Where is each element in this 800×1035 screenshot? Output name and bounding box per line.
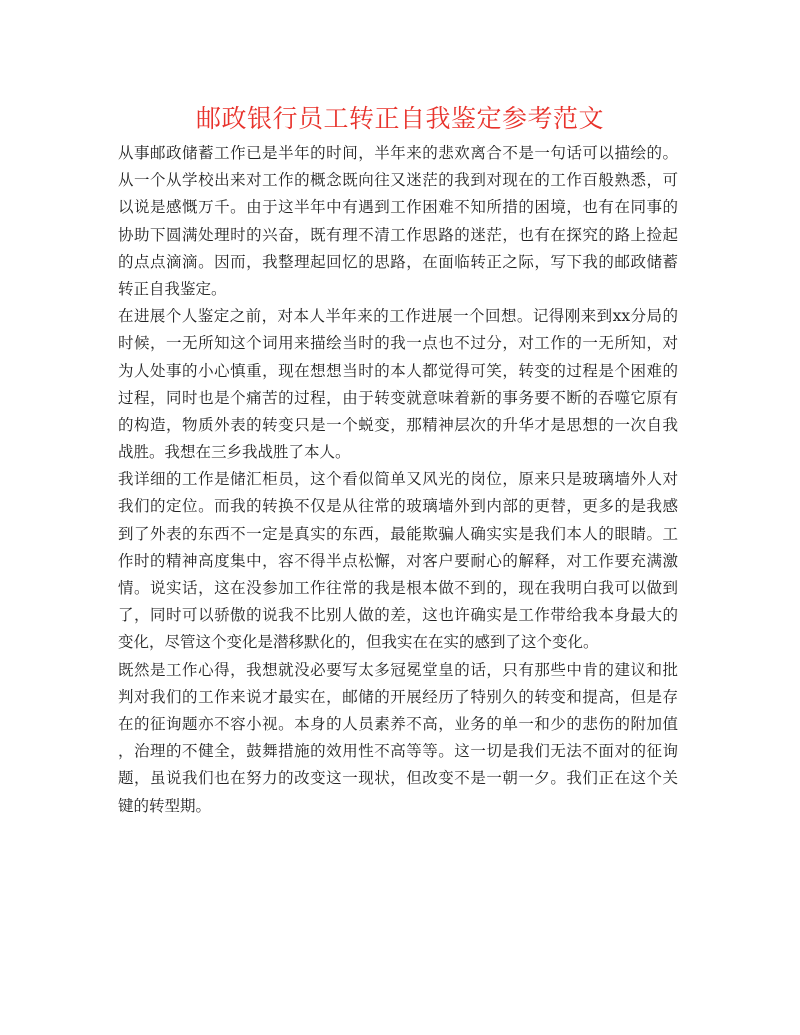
paragraph-line: 从一个从学校出来对工作的概念既向往又迷茫的我到对现在的工作百般熟悉，可 <box>118 171 678 190</box>
paragraph-line: 的点点滴滴。因而，我整理起回忆的思路，在面临转正之际，写下我的邮政储蓄 <box>118 252 678 271</box>
paragraph-line: 以说是感慨万千。由于这半年中有遇到工作困难不知所措的困境，也有在同事的 <box>118 198 678 217</box>
paragraph-line: ，治理的不健全，鼓舞措施的效用性不高等等。这一切是我们无法不面对的征询 <box>118 742 678 761</box>
paragraph-line: 时候，一无所知这个词用来描绘当时的我一点也不过分，对工作的一无所知，对 <box>118 334 678 353</box>
paragraph-line: 协助下圆满处理时的兴奋，既有理不清工作思路的迷茫，也有在探究的路上捡起 <box>118 225 678 244</box>
paragraph-line: 作时的精神高度集中，容不得半点松懈，对客户要耐心的解释，对工作要充满激 <box>118 551 678 570</box>
paragraph-line: 我详细的工作是储汇柜员，这个看似简单又风光的岗位，原来只是玻璃墙外人对 <box>118 470 678 489</box>
document-title: 邮政银行员工转正自我鉴定参考范文 <box>195 104 604 133</box>
paragraph-line: 为人处事的小心慎重，现在想想当时的本人都觉得可笑，转变的过程是个困难的 <box>118 361 678 380</box>
paragraph-line: 我们的定位。而我的转换不仅是从往常的玻璃墙外到内部的更替，更多的是我感 <box>118 497 678 516</box>
paragraph-line: 题，虽说我们也在努力的改变这一现状，但改变不是一朝一夕。我们正在这个关 <box>118 769 678 788</box>
paragraph-line: 过程，同时也是个痛苦的过程，由于转变就意味着新的事务要不断的吞噬它原有 <box>118 388 678 407</box>
paragraph-line: 变化，尽管这个变化是潜移默化的，但我实在在实的感到了这个变化。 <box>118 633 599 652</box>
paragraph-line: 键的转型期。 <box>118 796 212 815</box>
paragraph-line: 情。说实话，这在没参加工作往常的我是根本做不到的，现在我明白我可以做到 <box>118 579 678 597</box>
document-body <box>118 140 678 820</box>
paragraph-line: 在进展个人鉴定之前，对本人半年来的工作进展一个回想。记得刚来到xx分局的 <box>118 307 678 326</box>
paragraph-line: 在的征询题亦不容小视。本身的人员素养不高，业务的单一和少的悲伤的附加值 <box>118 714 678 733</box>
paragraph-line: 转正自我鉴定。 <box>118 279 227 298</box>
paragraph-line: 了，同时可以骄傲的说我不比别人做的差，这也许确实是工作带给我本身最大的 <box>118 606 678 625</box>
paragraph-line: 从事邮政储蓄工作已是半年的时间，半年来的悲欢离合不是一句话可以描绘的。 <box>118 144 678 162</box>
paragraph-line: 既然是工作心得，我想就没必要写太多冠冕堂皇的话，只有那些中肯的建议和批 <box>118 660 678 679</box>
paragraph-line: 的构造，物质外表的转变只是一个蜕变，那精神层次的升华才是思想的一次自我 <box>118 415 678 434</box>
paragraph-line: 战胜。我想在三乡我战胜了本人。 <box>118 443 351 462</box>
paragraph-line: 到了外表的东西不一定是真实的东西，最能欺骗人确实实是我们本人的眼睛。工 <box>118 524 678 543</box>
paragraph-line: 判对我们的工作来说才最实在，邮储的开展经历了特别久的转变和提高，但是存 <box>118 687 678 706</box>
